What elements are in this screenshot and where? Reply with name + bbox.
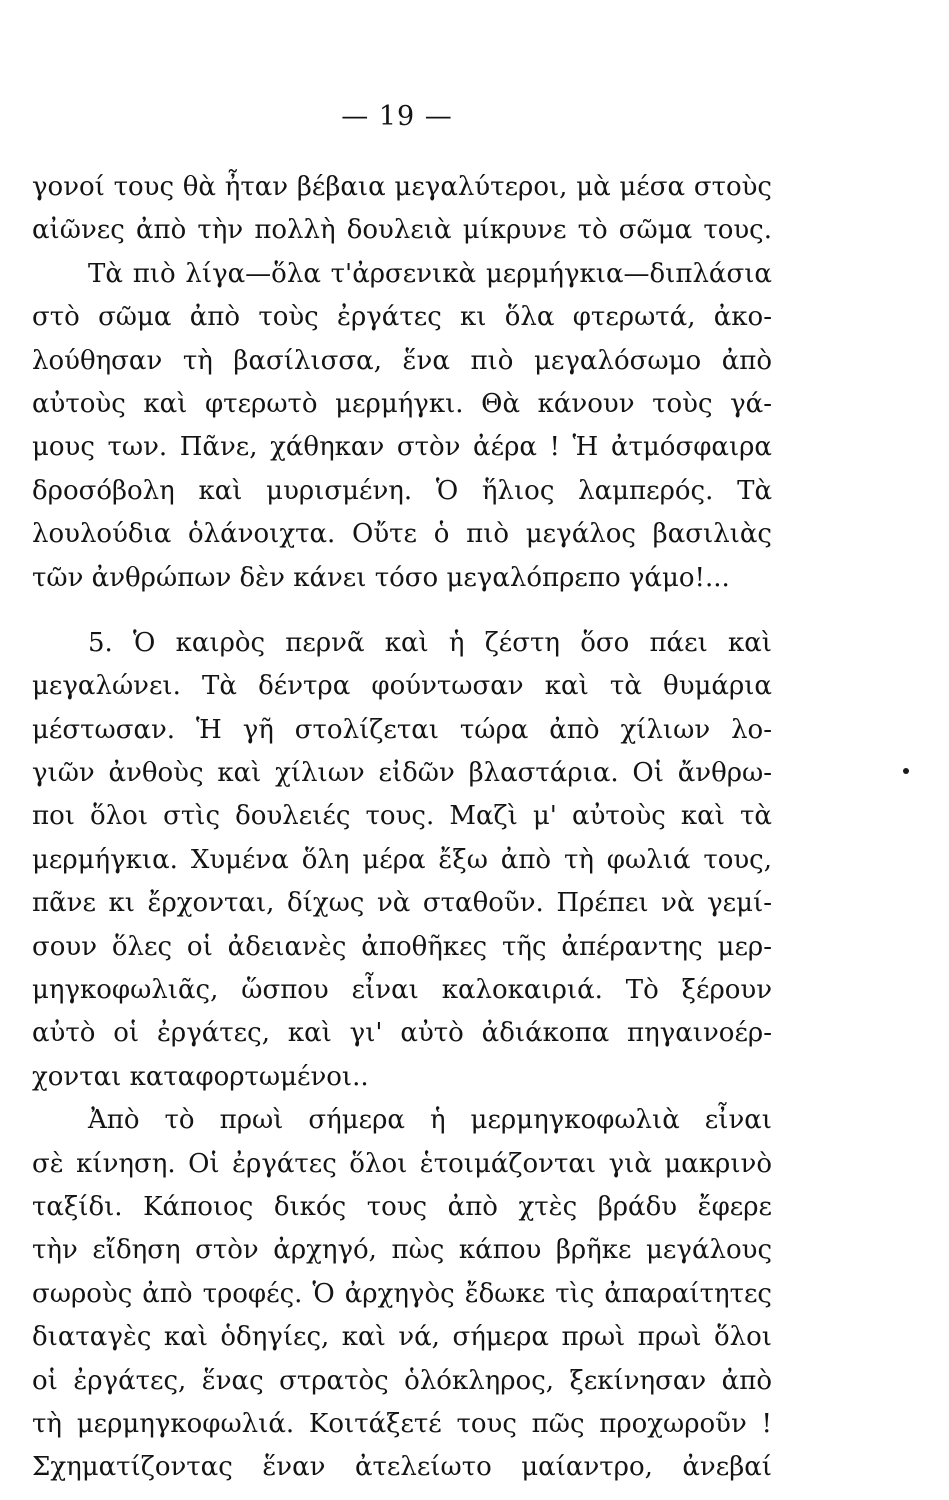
text-line: τὴν εἴδηση στὸν ἀρχηγό, πὼς κάπου βρῆκε μεγάλους (32, 1235, 772, 1266)
text-line: διαταγὲς καὶ ὁδηγίες, καὶ νά, σήμερα πρωὶ πρωὶ ὅλοι (32, 1322, 772, 1353)
text-line: σωροὺς ἀπὸ τροφές. Ὁ ἀρχηγὸς ἔδωκε τὶς ἀπαραίτητες (32, 1278, 772, 1309)
text-line: πᾶνε κι ἔρχονται, δίχως νὰ σταθοῦν. Πρέπει νὰ γεμί- (32, 888, 772, 919)
text-line: μους των. Πᾶνε, χάθηκαν στὸν ἀέρα ! Ἡ ἀτμόσφαιρα (32, 432, 772, 463)
text-line: στὸ σῶμα ἀπὸ τοὺς ἐργάτες κι ὅλα φτερωτά, ἀκο- (32, 302, 772, 333)
text-line: ταξίδι. Κάποιος δικός τους ἀπὸ χτὲς βράδυ ἔφερε (32, 1191, 772, 1222)
text-line: Τὰ πιὸ λίγα—ὅλα τ'ἀρσενικὰ μερμήγκια—διπλάσια (88, 258, 772, 289)
text-line: Σχηματίζοντας ἕναν ἀτελείωτο μαίαντρο, ἀνεβαί (32, 1452, 772, 1483)
text-line: λούθησαν τὴ βασίλισσα, ἕνα πιὸ μεγαλόσωμο ἀπὸ (32, 345, 772, 376)
text-line: Ἀπὸ τὸ πρωὶ σήμερα ἡ μερμηγκοφωλιὰ εἶναι (88, 1105, 772, 1136)
text-line: μέστωσαν. Ἡ γῆ στολίζεται τώρα ἀπὸ χίλιων λο- (32, 714, 772, 745)
text-line: αἰῶνες ἀπὸ τὴν πολλὴ δουλειὰ μίκρυνε τὸ σῶμα τους. (32, 215, 772, 246)
text-line: αὐτὸ οἱ ἐργάτες, καὶ γι' αὐτὸ ἀδιάκοπα πηγαινοέρ- (32, 1018, 772, 1049)
page-number: — 19 — (341, 101, 453, 132)
text-line: λουλούδια ὁλάνοιχτα. Οὔτε ὁ πιὸ μεγάλος βασιλιὰς (32, 519, 772, 550)
text-line: αὐτοὺς καὶ φτερωτὸ μερμήγκι. Θὰ κάνουν τοὺς γά- (32, 388, 772, 419)
scan-speck (903, 768, 909, 774)
text-line: χονται καταφορτωμένοι.. (32, 1061, 369, 1092)
text-line: σουν ὅλες οἱ ἀδειανὲς ἀποθῆκες τῆς ἀπέραντης μερ- (32, 931, 772, 962)
body-text (32, 166, 772, 1490)
text-line: μερμήγκια. Χυμένα ὅλη μέρα ἔξω ἀπὸ τὴ φωλιά τους, (32, 844, 772, 875)
text-line: σὲ κίνηση. Οἱ ἐργάτες ὅλοι ἑτοιμάζονται γιὰ μακρινὸ (32, 1148, 772, 1179)
text-line: 5. Ὁ καιρὸς περνᾶ καὶ ἡ ζέστη ὅσο πάει καὶ (88, 627, 772, 658)
text-line: μηγκοφωλιᾶς, ὥσπου εἶναι καλοκαιριά. Τὸ ξέρουν (32, 975, 772, 1006)
text-line: τῶν ἀνθρώπων δὲν κάνει τόσο μεγαλόπρεπο γάμο!... (32, 562, 730, 593)
text-line: γονοί τους θὰ ἦταν βέβαια μεγαλύτεροι, μὰ μέσα στοὺς (32, 172, 772, 202)
text-line: οἱ ἐργάτες, ἕνας στρατὸς ὁλόκληρος, ξεκίνησαν ἀπὸ (32, 1365, 772, 1396)
text-line: γιῶν ἀνθοὺς καὶ χίλιων εἰδῶν βλαστάρια. Οἱ ἄνθρω- (32, 758, 772, 789)
text-line: δροσόβολη καὶ μυρισμένη. Ὁ ἥλιος λαμπερός. Τὰ (32, 475, 772, 506)
text-line: ποι ὅλοι στὶς δουλειές τους. Μαζὶ μ' αὐτοὺς καὶ τὰ (32, 801, 772, 832)
section-spacer (32, 600, 772, 622)
text-line: μεγαλώνει. Τὰ δέντρα φούντωσαν καὶ τὰ θυμάρια (32, 671, 772, 702)
text-line: τὴ μερμηγκοφωλιά. Κοιτάξετέ τους πῶς προχωροῦν ! (32, 1408, 772, 1439)
